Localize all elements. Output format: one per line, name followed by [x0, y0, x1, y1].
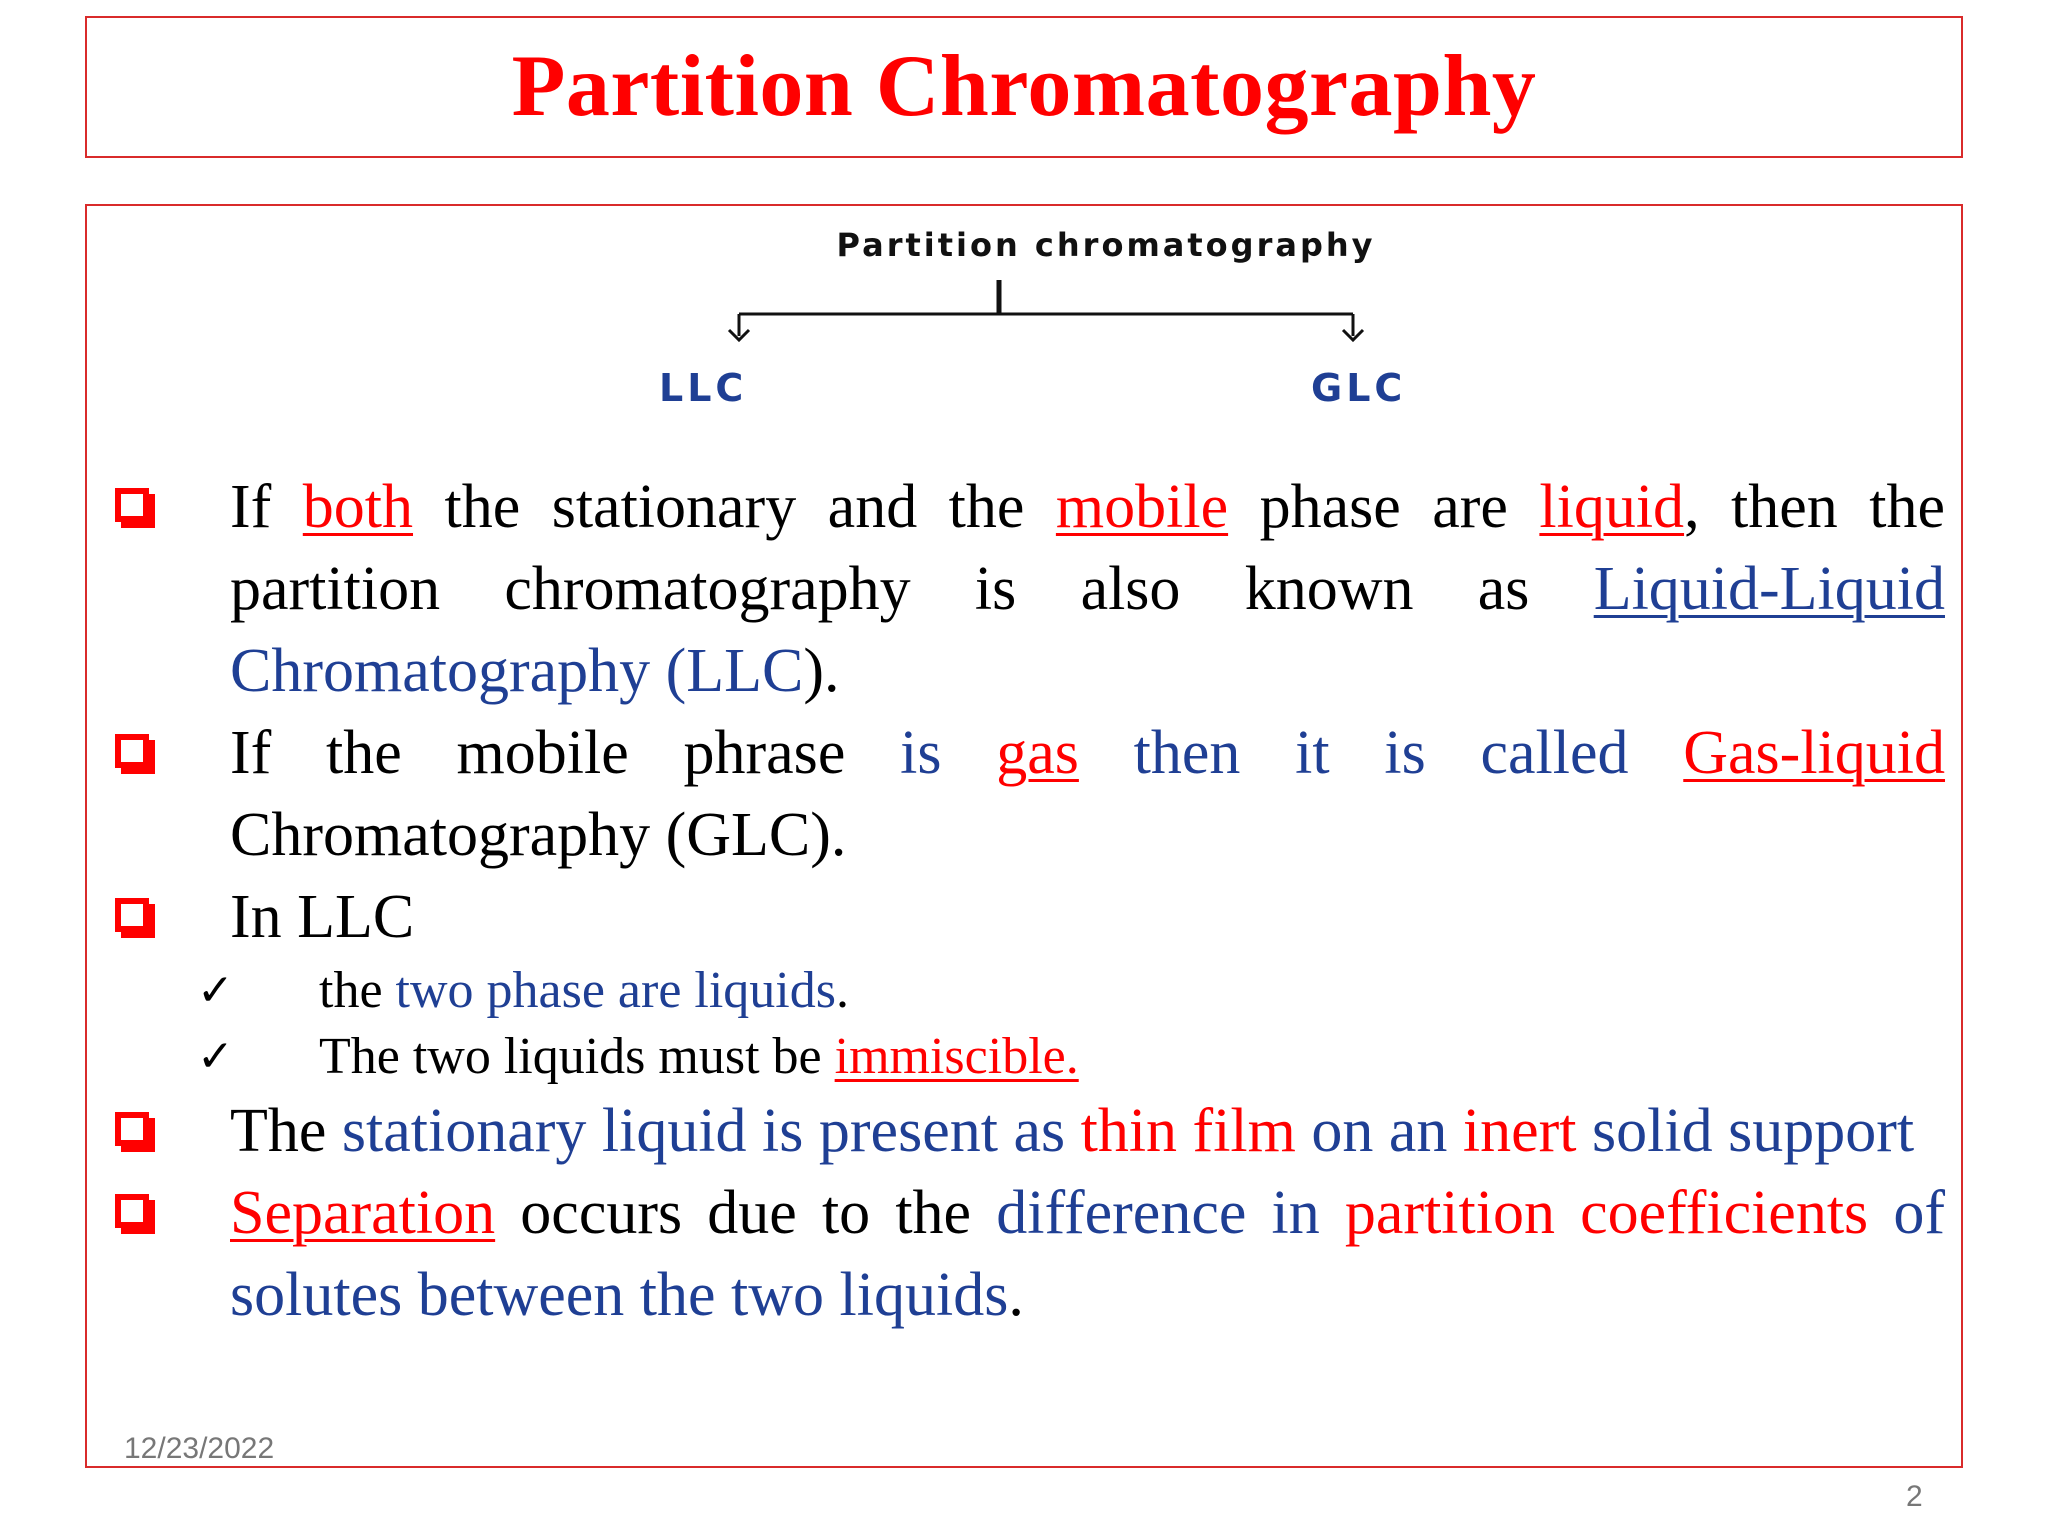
text-span: two phase are liquids	[395, 962, 836, 1019]
sub-bullet-two-phases	[87, 958, 1965, 1024]
text-span: ).	[803, 637, 840, 705]
content-box	[85, 204, 1963, 1468]
diagram-connector-lines	[87, 206, 1965, 426]
text-span: , then the partition chromatography is also known as	[230, 473, 1945, 623]
checkbox-bullet-icon	[115, 1194, 149, 1228]
text-span: Chromatography (GLC).	[230, 801, 847, 869]
text-span: is	[900, 719, 942, 787]
text-span: Gas-liquid	[1683, 719, 1946, 787]
bullet-llc-definition	[87, 466, 1965, 712]
bullet-glc-definition	[87, 712, 1965, 876]
text-span: inert	[1462, 1097, 1577, 1165]
text-span: If	[230, 473, 303, 541]
text-span: Chromatography (LLC	[230, 637, 804, 705]
diagram-glc-label: GLC	[1311, 366, 1407, 410]
checkbox-bullet-icon	[115, 898, 149, 932]
text-span: If the mobile phrase	[230, 719, 901, 787]
text-span: mobile	[1055, 473, 1229, 541]
bullet-in-llc	[87, 876, 1965, 958]
text-span: partition coefficients	[1344, 1179, 1869, 1247]
checkmark-icon: ✓	[197, 1031, 234, 1082]
slide-title: Partition Chromatography	[511, 38, 1537, 135]
text-span: the	[319, 962, 396, 1019]
text-span: gas	[996, 719, 1079, 787]
text-span: the stationary and the	[413, 473, 1056, 541]
text-span: both	[302, 473, 414, 541]
bullet-list	[87, 466, 1965, 1336]
page-number: 2	[1906, 1480, 1923, 1513]
text-span: occurs due to the	[495, 1179, 997, 1247]
text-span: .	[835, 962, 849, 1019]
text-span: solid support	[1576, 1097, 1915, 1165]
text-span	[1079, 719, 1134, 787]
text-span: of solutes between the two liquids	[230, 1179, 1945, 1329]
diagram-llc-label: LLC	[659, 366, 748, 410]
text-span: difference in	[996, 1179, 1320, 1247]
text-span: Separation	[230, 1179, 496, 1247]
text-span: The	[230, 1097, 342, 1165]
title-box	[85, 16, 1963, 158]
text-span: In LLC	[230, 883, 415, 951]
text-span	[1320, 1179, 1345, 1247]
bullet-stationary-liquid	[87, 1090, 1965, 1172]
text-span: liquid	[1539, 473, 1685, 541]
bullet-separation	[87, 1172, 1965, 1336]
text-span	[941, 719, 996, 787]
checkbox-bullet-icon	[115, 488, 149, 522]
checkbox-bullet-icon	[115, 1112, 149, 1146]
text-span: phase are	[1228, 473, 1540, 541]
text-span: immiscible.	[834, 1028, 1079, 1085]
sub-bullet-immiscible	[87, 1024, 1965, 1090]
checkmark-icon: ✓	[197, 965, 234, 1016]
text-span	[1629, 719, 1684, 787]
text-span: thin film	[1080, 1097, 1296, 1165]
text-span: on an	[1295, 1097, 1463, 1165]
diagram-root-label: Partition chromatography	[836, 226, 1376, 264]
text-span: then it is called	[1133, 719, 1629, 787]
text-span: Liquid-Liquid	[1593, 555, 1945, 623]
text-span: .	[1008, 1261, 1024, 1329]
slide-date: 12/23/2022	[124, 1432, 275, 1465]
text-span: The two liquids must be	[319, 1028, 835, 1085]
checkbox-bullet-icon	[115, 734, 149, 768]
classification-diagram	[87, 206, 1965, 426]
text-span: stationary liquid is present as	[341, 1097, 1081, 1165]
